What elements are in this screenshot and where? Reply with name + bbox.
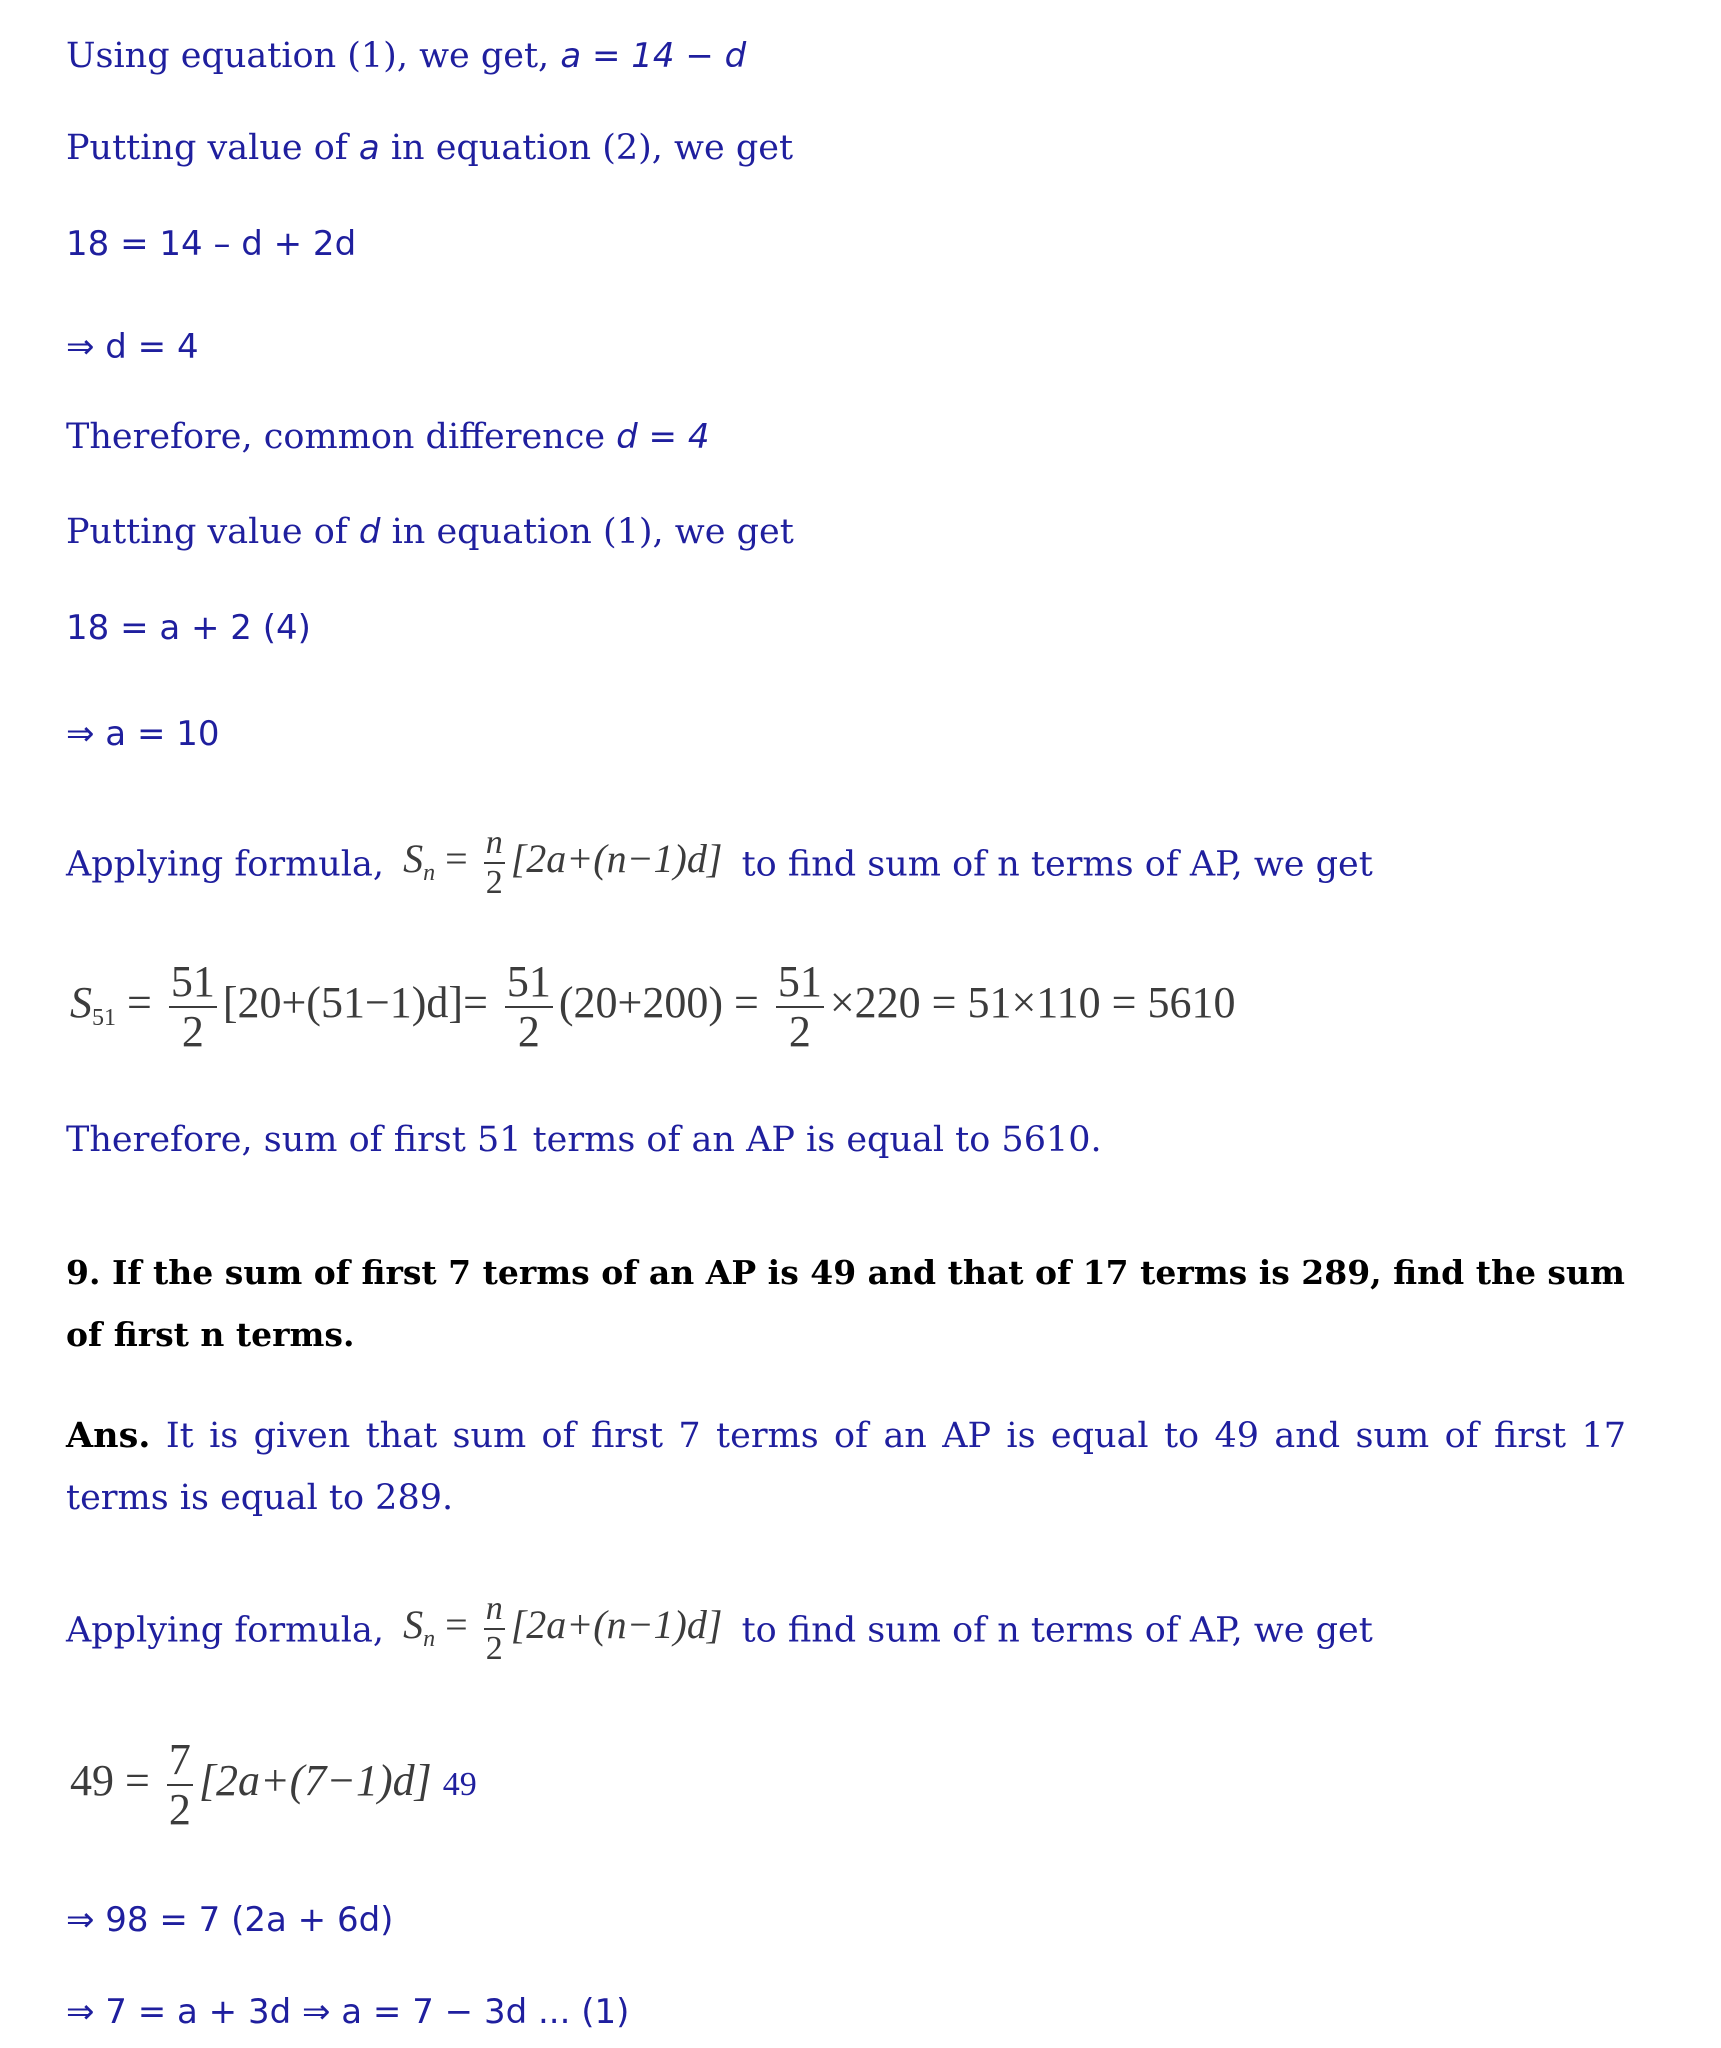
line-common-difference: [66, 415, 709, 459]
fraction-numerator: 51: [777, 957, 822, 1006]
equation-text: ⇒ 7 = a + 3d ⇒ a = 7 − 3d ... (1): [66, 1992, 630, 2032]
equation-a-10: [66, 712, 220, 756]
fraction-numerator: n: [484, 826, 505, 864]
inline-var: a: [358, 128, 380, 168]
inline-math: a = 14 − d: [560, 36, 747, 76]
question-9: [66, 1242, 1626, 1366]
equation-text: ⇒ a = 10: [66, 714, 220, 754]
fraction-7-2: [167, 1735, 193, 1834]
fraction-numerator: n: [484, 1592, 505, 1630]
fraction-numerator: 51: [170, 957, 215, 1006]
formula-body: [2a+(n−1)d]: [510, 1602, 723, 1647]
sum-formula: [403, 1588, 722, 1676]
fraction-denominator: 2: [485, 1629, 503, 1667]
line-sum-51-terms: [66, 1118, 1102, 1162]
equation-text: ⇒ d = 4: [66, 327, 199, 367]
fraction-denominator: 2: [517, 1007, 540, 1056]
answer-label: Ans.: [66, 1415, 151, 1456]
fraction-numerator: 7: [168, 1735, 191, 1784]
equation-7-a-3d: [66, 1990, 629, 2034]
line-text: Applying formula,: [66, 1610, 396, 1651]
equation-49: [70, 1735, 477, 1834]
equation-lhs: 49 =: [70, 1756, 150, 1806]
formula-symbol: S: [403, 836, 424, 881]
line-putting-value-d: [66, 510, 794, 554]
fraction-denominator: 2: [485, 863, 503, 901]
formula-body: (20+200) =: [558, 978, 759, 1028]
formula-subscript: 51: [92, 1005, 116, 1032]
formula-fraction: [484, 823, 505, 901]
equation-text: 18 = 14 – d + 2d: [66, 224, 357, 264]
line-text: Applying formula,: [66, 844, 396, 885]
fraction-51-2-a: [169, 957, 217, 1056]
inline-var: d: [358, 512, 381, 552]
line-text: in equation (2), we get: [379, 128, 794, 168]
formula-equals: =: [445, 836, 468, 881]
equation-tail: 49: [442, 1766, 477, 1804]
formula-body: [2a+(n−1)d]: [510, 836, 723, 881]
line-text: Therefore, common difference: [66, 417, 617, 457]
fraction-denominator: 2: [788, 1007, 811, 1056]
formula-body: [2a+(7−1)d]: [198, 1756, 432, 1806]
fraction-51-2-b: [505, 957, 553, 1056]
line-text: in equation (1), we get: [380, 512, 794, 552]
equation-text: ⇒ 98 = 7 (2a + 6d): [66, 1900, 394, 1940]
line-text: to find sum of n terms of AP, we get: [741, 1610, 1373, 1651]
sum-formula: [403, 822, 722, 910]
equation-s51: [70, 957, 1236, 1056]
formula-symbol: S: [403, 1602, 424, 1647]
line-applying-formula-1: [66, 822, 1373, 910]
fraction-numerator: 51: [506, 957, 551, 1006]
equation-text: 18 = a + 2 (4): [66, 608, 311, 648]
formula-equals: =: [445, 1602, 468, 1647]
fraction-51-2-c: [776, 957, 824, 1056]
line-text: Using equation (1), we get,: [66, 36, 561, 76]
line-text: Putting value of: [66, 512, 359, 552]
formula-symbol: S: [70, 978, 92, 1028]
inline-math: d = 4: [616, 417, 710, 457]
formula-fraction: [484, 1589, 505, 1667]
formula-equals: =: [127, 978, 152, 1028]
line-text: Therefore, sum of first 51 terms of an AP is equal to 5610.: [66, 1120, 1102, 1160]
answer-text: It is given that sum of first 7 terms of an AP is equal to 49 and sum of first 17 terms is equal to 289.: [66, 1416, 1626, 1518]
formula-body: [20+(51−1)d]=: [222, 978, 488, 1028]
equation-98: [66, 1898, 393, 1942]
equation-18-a-2-4: [66, 606, 311, 650]
formula-subscript: n: [423, 1626, 436, 1652]
fraction-denominator: 2: [168, 1785, 191, 1834]
line-text: to find sum of n terms of AP, we get: [741, 844, 1373, 885]
question-text: 9. If the sum of first 7 terms of an AP is 49 and that of 17 terms is 289, find the sum of first n terms.: [66, 1253, 1625, 1354]
line-putting-value-a: [66, 126, 793, 170]
equation-d-4: [66, 325, 199, 369]
equation-18-14-d-2d: [66, 222, 356, 266]
fraction-denominator: 2: [181, 1007, 204, 1056]
line-applying-formula-2: [66, 1588, 1373, 1676]
formula-subscript: n: [423, 860, 436, 886]
line-text: Putting value of: [66, 128, 359, 168]
line-using-equation-1: [66, 34, 746, 78]
answer-paragraph: [66, 1405, 1626, 1529]
formula-body: ×220 = 51×110 = 5610: [829, 978, 1236, 1028]
